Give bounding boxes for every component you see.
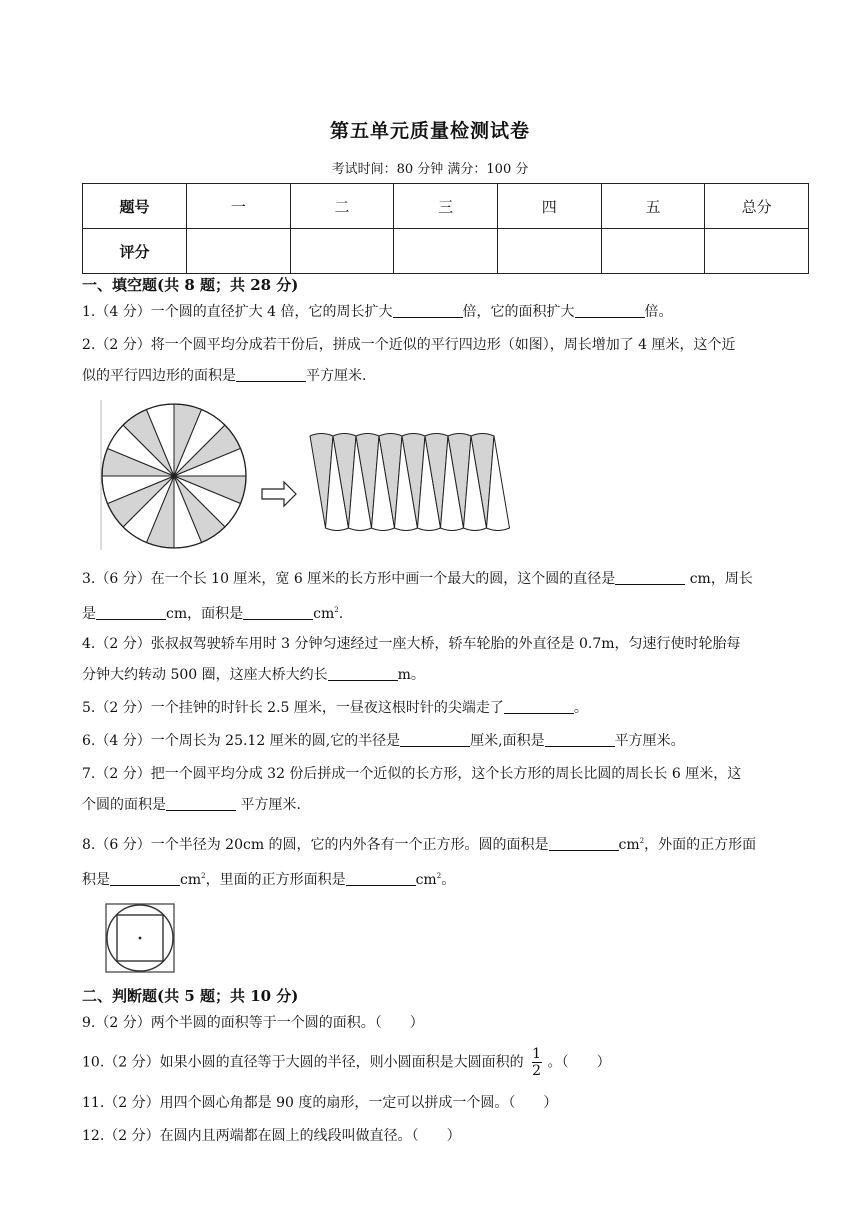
question-8: 8.（6 分）一个半径为 20cm 的圆，它的内外各有一个正方形。圆的面积是 $cm^2$，外面的正方形面 积是 $cm^2$，里面的正方形面积是 $cm^2$。: [82, 837, 757, 888]
page-title: 第五单元质量检测试卷: [329, 120, 530, 142]
table-cell: 题号: [83, 184, 187, 229]
fraction: $\frac{1}{2}$: [532, 1046, 542, 1079]
score-cell[interactable]: [290, 229, 394, 274]
answer-blank[interactable]: [236, 367, 306, 382]
table-cell: 一: [187, 184, 291, 229]
answer-blank[interactable]: [575, 303, 645, 318]
question-1: 1.（4 分）一个圆的直径扩大 4 倍，它的周长扩大 倍，它的面积扩大 倍。: [82, 304, 673, 320]
answer-blank[interactable]: [166, 796, 236, 811]
score-cell[interactable]: [187, 229, 291, 274]
circle-parallelogram-figure: [96, 398, 516, 552]
question-2: 2.（2 分）将一个圆平均分成若干份后，拼成一个近似的平行四边形（如图），周长增加了 4 厘米，这个近 似的平行四边形的面积是 平方厘米.: [82, 337, 736, 384]
answer-blank[interactable]: [243, 605, 313, 620]
table-cell: 总分: [705, 184, 809, 229]
answer-blank[interactable]: [110, 871, 180, 886]
question-4: 4.（2 分）张叔叔驾驶轿车用时 3 分钟匀速经过一座大桥，轿车轮胎的外直径是 0.7m，匀速行使时轮胎每 分钟大约转动 500 圈，这座大桥大约长 m。: [82, 636, 741, 683]
answer-blank[interactable]: [346, 871, 416, 886]
table-cell: 五: [601, 184, 705, 229]
answer-blank[interactable]: [328, 666, 398, 681]
answer-blank[interactable]: [615, 570, 685, 585]
score-cell[interactable]: [601, 229, 705, 274]
question-6: 6.（4 分）一个周长为 25.12 厘米的圆,它的半径是 厘米,面积是 平方厘米。: [82, 733, 685, 749]
table-cell: 二: [290, 184, 394, 229]
question-11: 11.（2 分）用四个圆心角都是 90 度的扇形，一定可以拼成一个圆。（ ）: [82, 1095, 558, 1111]
score-table: [82, 183, 809, 274]
answer-blank[interactable]: [393, 303, 463, 318]
score-cell[interactable]: [705, 229, 809, 274]
question-5: 5.（2 分）一个挂钟的时针长 2.5 厘米，一昼夜这根时针的尖端走了 。: [82, 700, 588, 716]
score-cell[interactable]: [394, 229, 498, 274]
answer-blank[interactable]: [549, 836, 619, 851]
question-7: 7.（2 分）把一个圆平均分成 32 份后拼成一个近似的长方形，这个长方形的周长比圆的周长长 6 厘米，这 个圆的面积是 平方厘米.: [82, 766, 742, 813]
question-12: 12.（2 分）在圆内且两端都在圆上的线段叫做直径。（ ）: [82, 1128, 461, 1144]
table-cell: 四: [497, 184, 601, 229]
score-cell[interactable]: [497, 229, 601, 274]
table-row: [83, 229, 809, 274]
section-heading: 一、填空题(共 8 题；共 28 分): [82, 276, 299, 294]
circle-squares-figure: [104, 902, 176, 974]
exam-info: 考试时间：80 分钟 满分：100 分: [331, 162, 529, 177]
answer-blank[interactable]: [96, 605, 166, 620]
question-10: 10.（2 分）如果小圆的直径等于大圆的半径，则小圆面积是大圆面积的 $\frac{1}{2}$ 。（ ）: [82, 1046, 611, 1079]
section-heading: 二、判断题(共 5 题；共 10 分): [82, 987, 299, 1005]
table-row: [83, 184, 809, 229]
answer-blank[interactable]: [400, 732, 470, 747]
table-cell: 三: [394, 184, 498, 229]
table-cell: 评分: [83, 229, 187, 274]
answer-blank[interactable]: [504, 699, 574, 714]
question-3: 3.（6 分）在一个长 10 厘米，宽 6 厘米的长方形中画一个最大的圆，这个圆的直径是 cm，周长 是 cm，面积是 $cm^2$.: [82, 571, 753, 622]
answer-blank[interactable]: [545, 732, 615, 747]
question-9: 9.（2 分）两个半圆的面积等于一个圆的面积。（ ）: [82, 1015, 424, 1031]
